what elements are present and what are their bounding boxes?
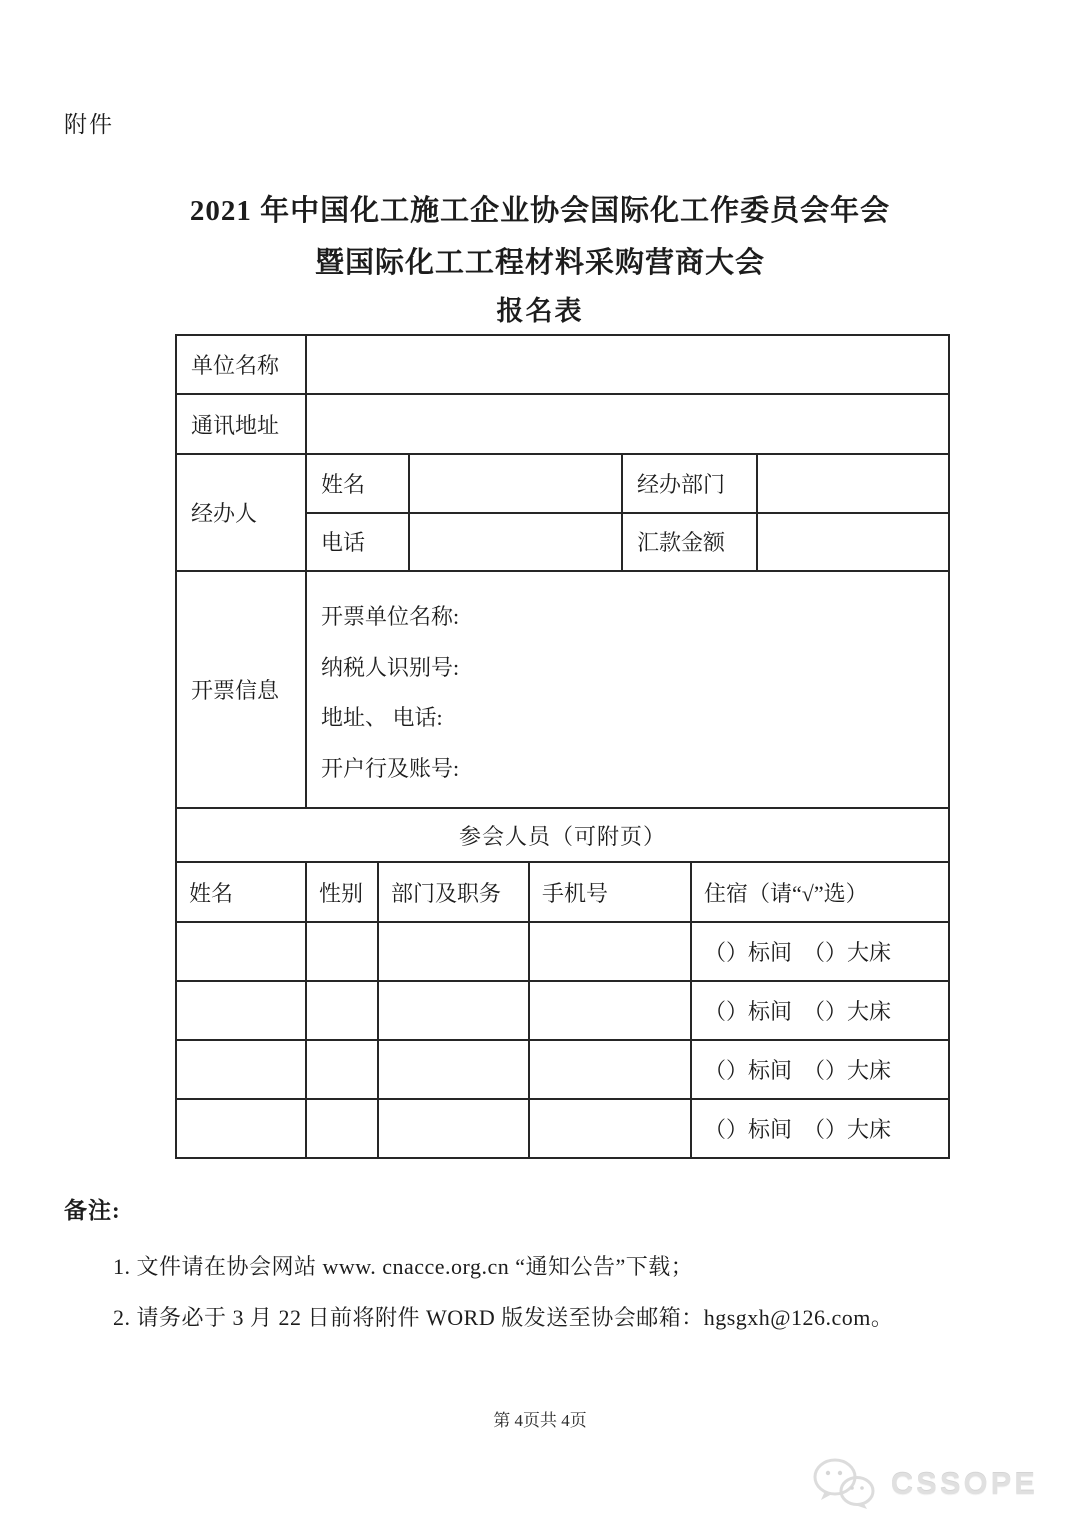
- handler-name-label: 姓名: [307, 455, 410, 512]
- invoice-line-address-phone: 地址、 电话:: [321, 705, 443, 731]
- invoice-content-cell: [307, 572, 948, 807]
- attendee-dept-cell: [379, 982, 530, 1039]
- attendee-name-cell: [177, 923, 307, 980]
- notes-label: 备注:: [64, 1198, 121, 1223]
- handler-phone-value-cell: [410, 514, 623, 571]
- invoice-line-bank-account: 开户行及账号:: [321, 756, 460, 782]
- unit-name-row: [177, 336, 948, 395]
- attendee-mobile-cell: [530, 1100, 692, 1157]
- registration-form-table: [175, 334, 950, 1159]
- invoice-label: 开票信息: [177, 572, 307, 807]
- address-row: [177, 395, 948, 455]
- attendee-dept-cell: [379, 1041, 530, 1098]
- document-title-line-2: 暨国际化工工程材料采购营商大会: [314, 247, 765, 279]
- document-title-line-3: 报名表: [496, 296, 584, 326]
- attendees-header-row: [177, 863, 948, 923]
- attendee-gender-cell: [307, 923, 379, 980]
- document-title-line-1: 2021 年中国化工施工企业协会国际化工作委员会年会: [189, 195, 891, 227]
- handler-row: [177, 455, 948, 572]
- address-label: 通讯地址: [177, 395, 307, 453]
- attendee-row-4: [177, 1100, 948, 1157]
- handler-phone-label: 电话: [307, 514, 410, 571]
- handler-name-value-cell: [410, 455, 623, 512]
- attendee-row-1: [177, 923, 948, 982]
- wechat-chat-bubbles-icon: [811, 1458, 881, 1510]
- attendee-room-options: （）标间 （）大床: [704, 1058, 892, 1083]
- attendee-name-cell: [177, 982, 307, 1039]
- col-header-dept-title: 部门及职务: [379, 863, 530, 921]
- col-header-room: 住宿（请“√”选）: [704, 880, 868, 906]
- invoice-line-taxpayer-id: 纳税人识别号:: [321, 654, 460, 680]
- attendee-mobile-cell: [530, 982, 692, 1039]
- handler-amount-value-cell: [758, 514, 948, 571]
- attendees-section-row: [177, 809, 948, 863]
- col-header-gender: 性别: [307, 863, 379, 921]
- handler-dept-label: 经办部门: [623, 455, 758, 512]
- attendee-dept-cell: [379, 923, 530, 980]
- attendee-name-cell: [177, 1041, 307, 1098]
- unit-name-label: 单位名称: [177, 336, 307, 393]
- attendee-mobile-cell: [530, 1041, 692, 1098]
- handler-amount-label: 汇款金额: [623, 514, 758, 571]
- attendee-room-options: （）标间 （）大床: [704, 999, 892, 1024]
- attendee-room-options: （）标间 （）大床: [704, 1117, 892, 1142]
- handler-label: 经办人: [177, 455, 307, 570]
- attendees-section-title: 参会人员（可附页）: [458, 823, 666, 849]
- cssope-logo-text: CSSOPE: [890, 1466, 1038, 1501]
- unit-name-value-cell: [307, 336, 948, 393]
- handler-subrow-1: [307, 455, 948, 514]
- cssope-watermark-logo: [811, 1458, 1038, 1510]
- invoice-line-unit-name: 开票单位名称:: [321, 603, 460, 629]
- col-header-mobile: 手机号: [530, 863, 692, 921]
- attendee-gender-cell: [307, 1041, 379, 1098]
- attendee-gender-cell: [307, 982, 379, 1039]
- attendee-dept-cell: [379, 1100, 530, 1157]
- attendee-gender-cell: [307, 1100, 379, 1157]
- page-number-footer: 第 4页共 4页: [493, 1411, 587, 1430]
- attendee-row-2: [177, 982, 948, 1041]
- col-header-name: 姓名: [177, 863, 307, 921]
- attendee-room-options: （）标间 （）大床: [704, 940, 892, 965]
- attachment-label: 附件: [64, 112, 114, 137]
- address-value-cell: [307, 395, 948, 453]
- handler-subgrid: [307, 455, 948, 570]
- attendee-name-cell: [177, 1100, 307, 1157]
- note-item-2: 2. 请务必于 3 月 22 日前将附件 WORD 版发送至协会邮箱：hgsgxh@126.com。: [113, 1305, 894, 1330]
- handler-dept-value-cell: [758, 455, 948, 512]
- note-item-1: 1. 文件请在协会网站 www. cnacce.org.cn “通知公告”下载；: [113, 1254, 694, 1279]
- handler-subrow-2: [307, 514, 948, 571]
- attendee-row-3: [177, 1041, 948, 1100]
- invoice-row: [177, 572, 948, 809]
- attendee-mobile-cell: [530, 923, 692, 980]
